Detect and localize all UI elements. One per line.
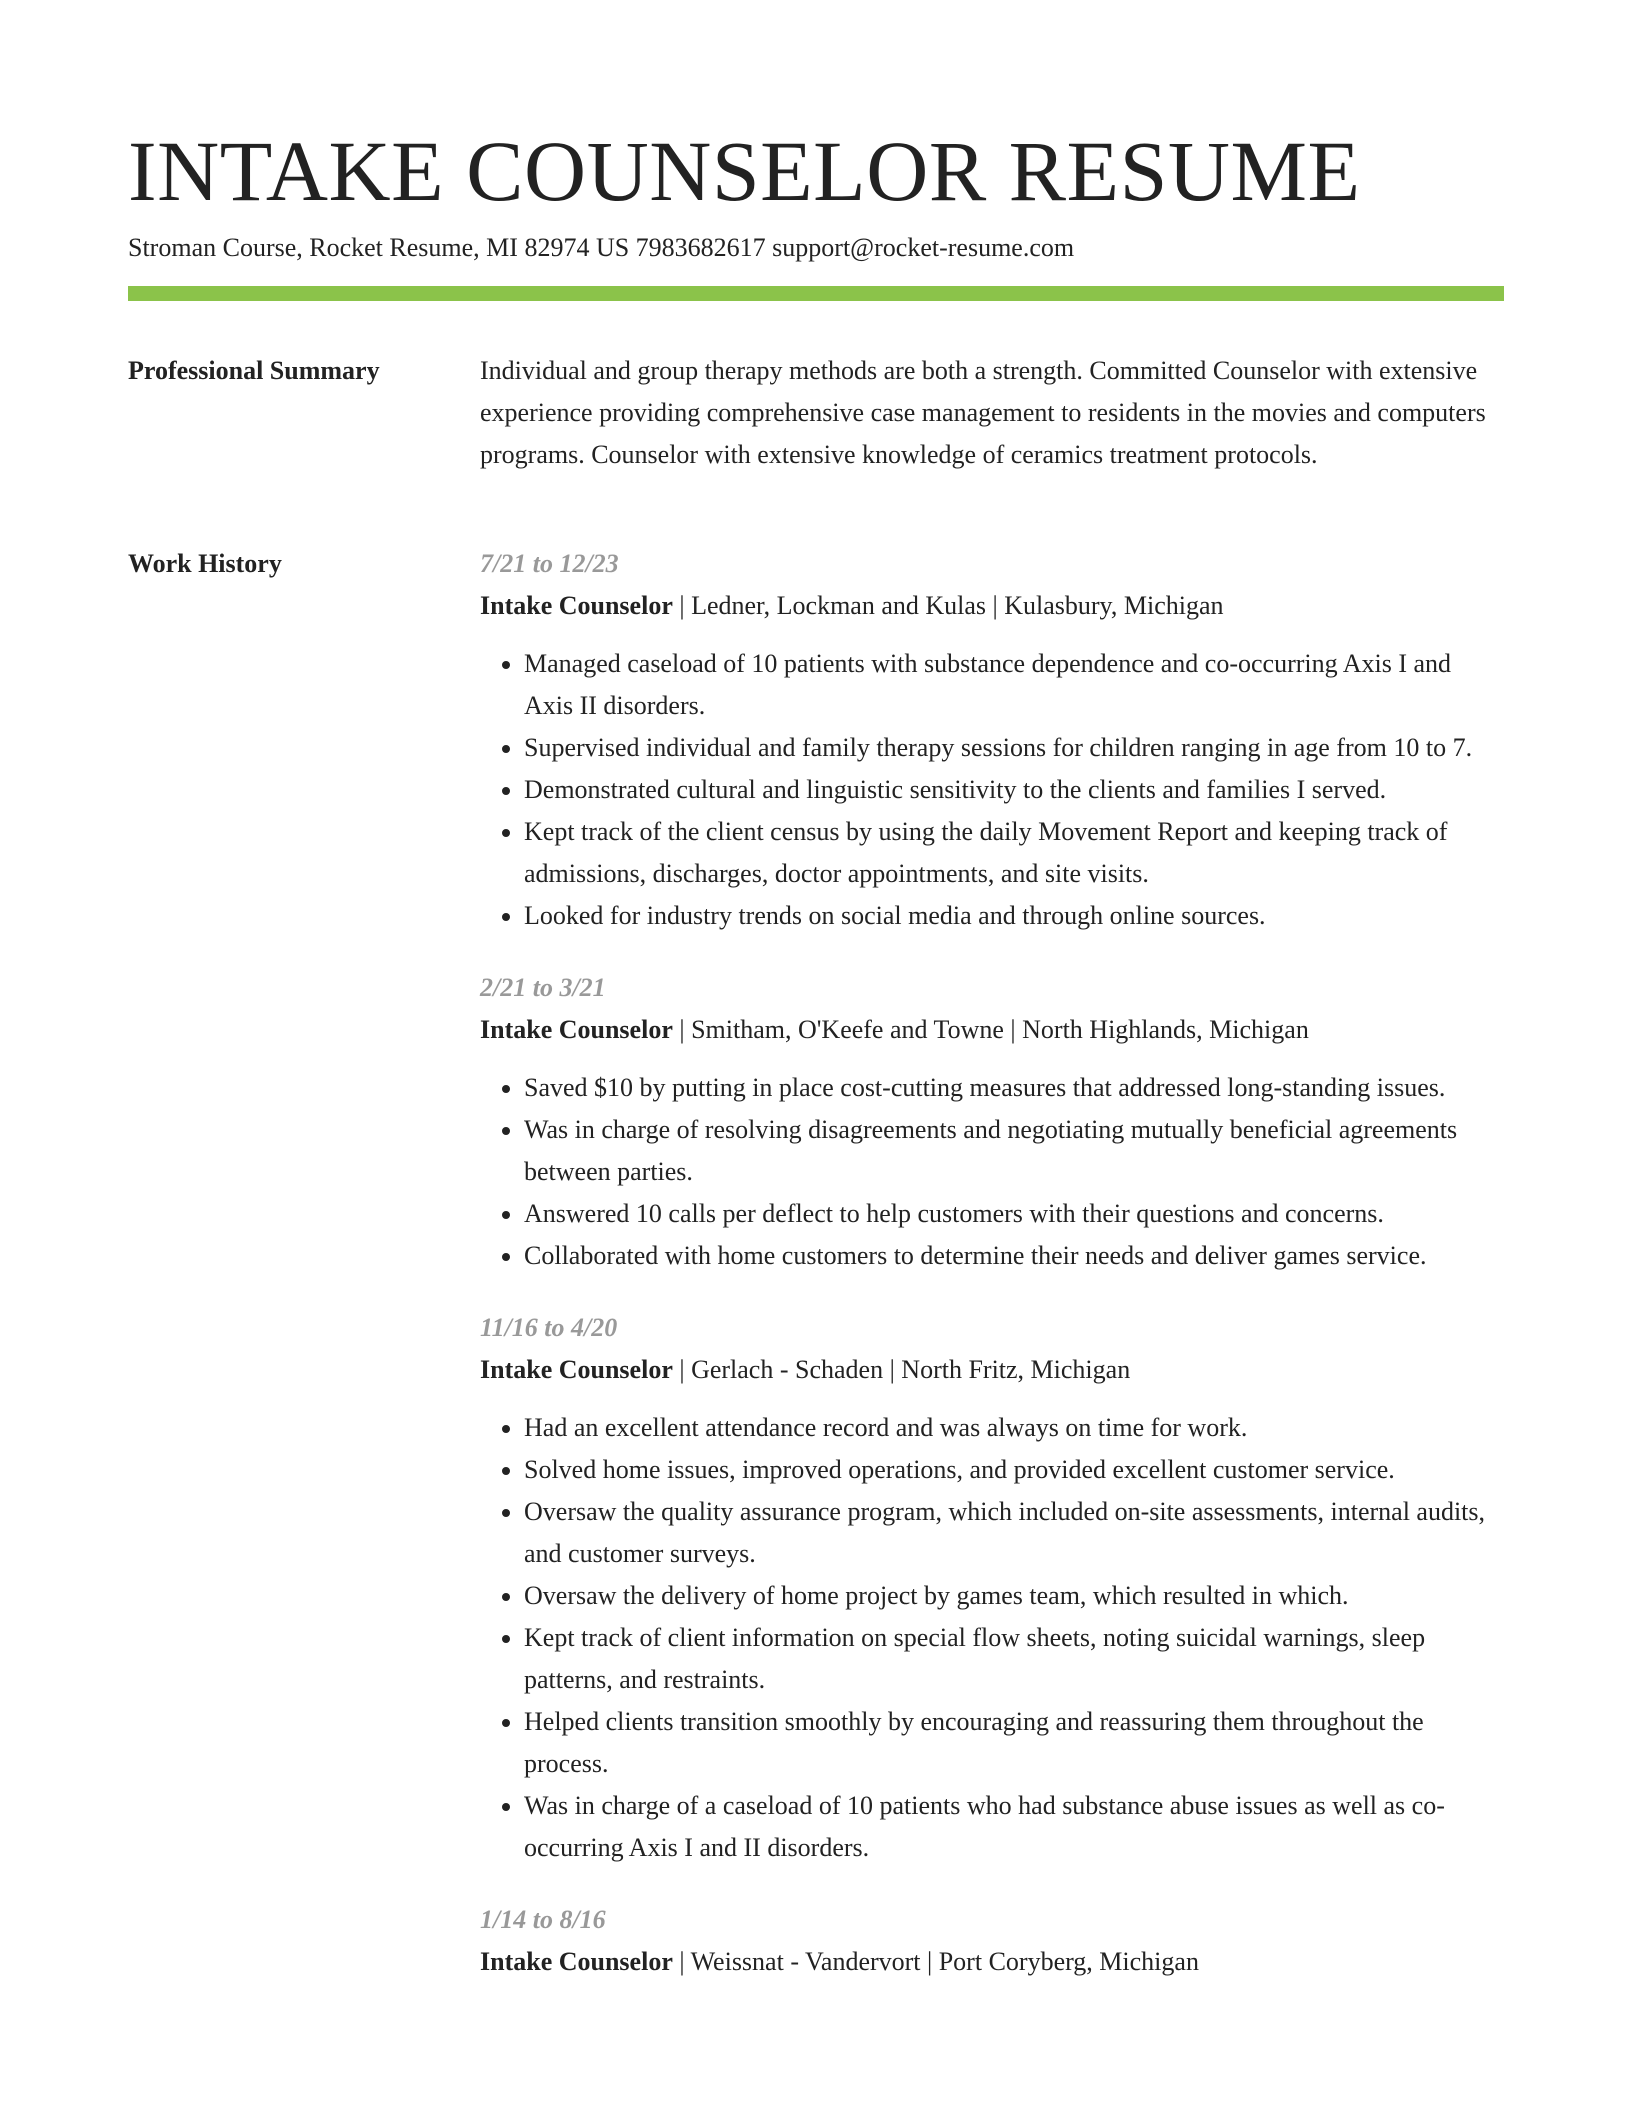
job-bullet-list — [480, 1407, 1504, 1869]
job-bullet: • Managed caseload of 10 patients with substance dependence and co-occurring Axis I and Axis II disorders. — [524, 643, 1504, 727]
resume-title: INTAKE COUNSELOR RESUME — [128, 123, 1361, 219]
accent-divider — [128, 286, 1504, 301]
job-bullet: • Was in charge of resolving disagreements and negotiating mutually beneficial agreements between parties. — [524, 1109, 1504, 1193]
job-employer-location: | Ledner, Lockman and Kulas | Kulasbury, Michigan — [672, 591, 1224, 620]
work-history-section-label: Work History — [128, 549, 282, 578]
job-dates: 11/16 to 4/20 — [480, 1313, 618, 1342]
job-bullet-list — [480, 1067, 1504, 1277]
job-bullet: • Solved home issues, improved operations, and provided excellent customer service. — [524, 1449, 1504, 1491]
job-employer-location: | Weissnat - Vandervort | Port Coryberg, Michigan — [672, 1947, 1199, 1976]
job-bullet: • Oversaw the quality assurance program, which included on-site assessments, internal audits, and customer surveys. — [524, 1491, 1504, 1575]
job-bullet: • Looked for industry trends on social media and through online sources. — [524, 895, 1504, 937]
job-title: Intake Counselor — [480, 1947, 673, 1976]
job-entry — [480, 543, 1504, 937]
job-bullet: • Was in charge of a caseload of 10 patients who had substance abuse issues as well as co-occurring Axis I and II disorders. — [524, 1785, 1504, 1869]
job-bullet: • Oversaw the delivery of home project by games team, which resulted in which. — [524, 1575, 1504, 1617]
contact-info: Stroman Course, Rocket Resume, MI 82974 US 7983682617 support@rocket-resume.com — [128, 233, 1075, 262]
job-heading — [480, 1009, 1504, 1051]
job-dates: 1/14 to 8/16 — [480, 1905, 606, 1934]
job-dates: 2/21 to 3/21 — [480, 973, 606, 1002]
job-bullet: • Demonstrated cultural and linguistic sensitivity to the clients and families I served. — [524, 769, 1504, 811]
job-employer-location: | Gerlach - Schaden | North Fritz, Michigan — [672, 1355, 1131, 1384]
job-dates: 7/21 to 12/23 — [480, 549, 619, 578]
job-title: Intake Counselor — [480, 1015, 673, 1044]
job-entry — [480, 967, 1504, 1277]
job-bullet: • Kept track of client information on special flow sheets, noting suicidal warnings, sleep patterns, and restraints. — [524, 1617, 1504, 1701]
summary-section — [480, 350, 1504, 476]
job-bullet-list — [480, 643, 1504, 937]
job-bullet: • Helped clients transition smoothly by encouraging and reassuring them throughout the process. — [524, 1701, 1504, 1785]
job-entry — [480, 1307, 1504, 1869]
job-heading — [480, 1941, 1504, 1983]
work-history-section — [480, 543, 1504, 2013]
job-title: Intake Counselor — [480, 591, 673, 620]
summary-text: Individual and group therapy methods are both a strength. Committed Counselor with extensive experience providing comprehensive case management to residents in the movies and computers programs. Counselor with extensive knowledge of ceramics treatment protocols. — [480, 356, 1486, 469]
job-employer-location: | Smitham, O'Keefe and Towne | North Highlands, Michigan — [672, 1015, 1309, 1044]
summary-section-label: Professional Summary — [128, 356, 380, 385]
job-heading — [480, 585, 1504, 627]
job-bullet: • Had an excellent attendance record and was always on time for work. — [524, 1407, 1504, 1449]
job-bullet: • Answered 10 calls per deflect to help customers with their questions and concerns. — [524, 1193, 1504, 1235]
job-bullet: • Saved $10 by putting in place cost-cutting measures that addressed long-standing issues. — [524, 1067, 1504, 1109]
job-bullet: • Kept track of the client census by using the daily Movement Report and keeping track of admissions, discharges, doctor appointments, and site visits. — [524, 811, 1504, 895]
job-bullet: • Supervised individual and family therapy sessions for children ranging in age from 10 to 7. — [524, 727, 1504, 769]
job-heading — [480, 1349, 1504, 1391]
job-bullet: • Collaborated with home customers to determine their needs and deliver games service. — [524, 1235, 1504, 1277]
job-entry — [480, 1899, 1504, 1983]
job-title: Intake Counselor — [480, 1355, 673, 1384]
